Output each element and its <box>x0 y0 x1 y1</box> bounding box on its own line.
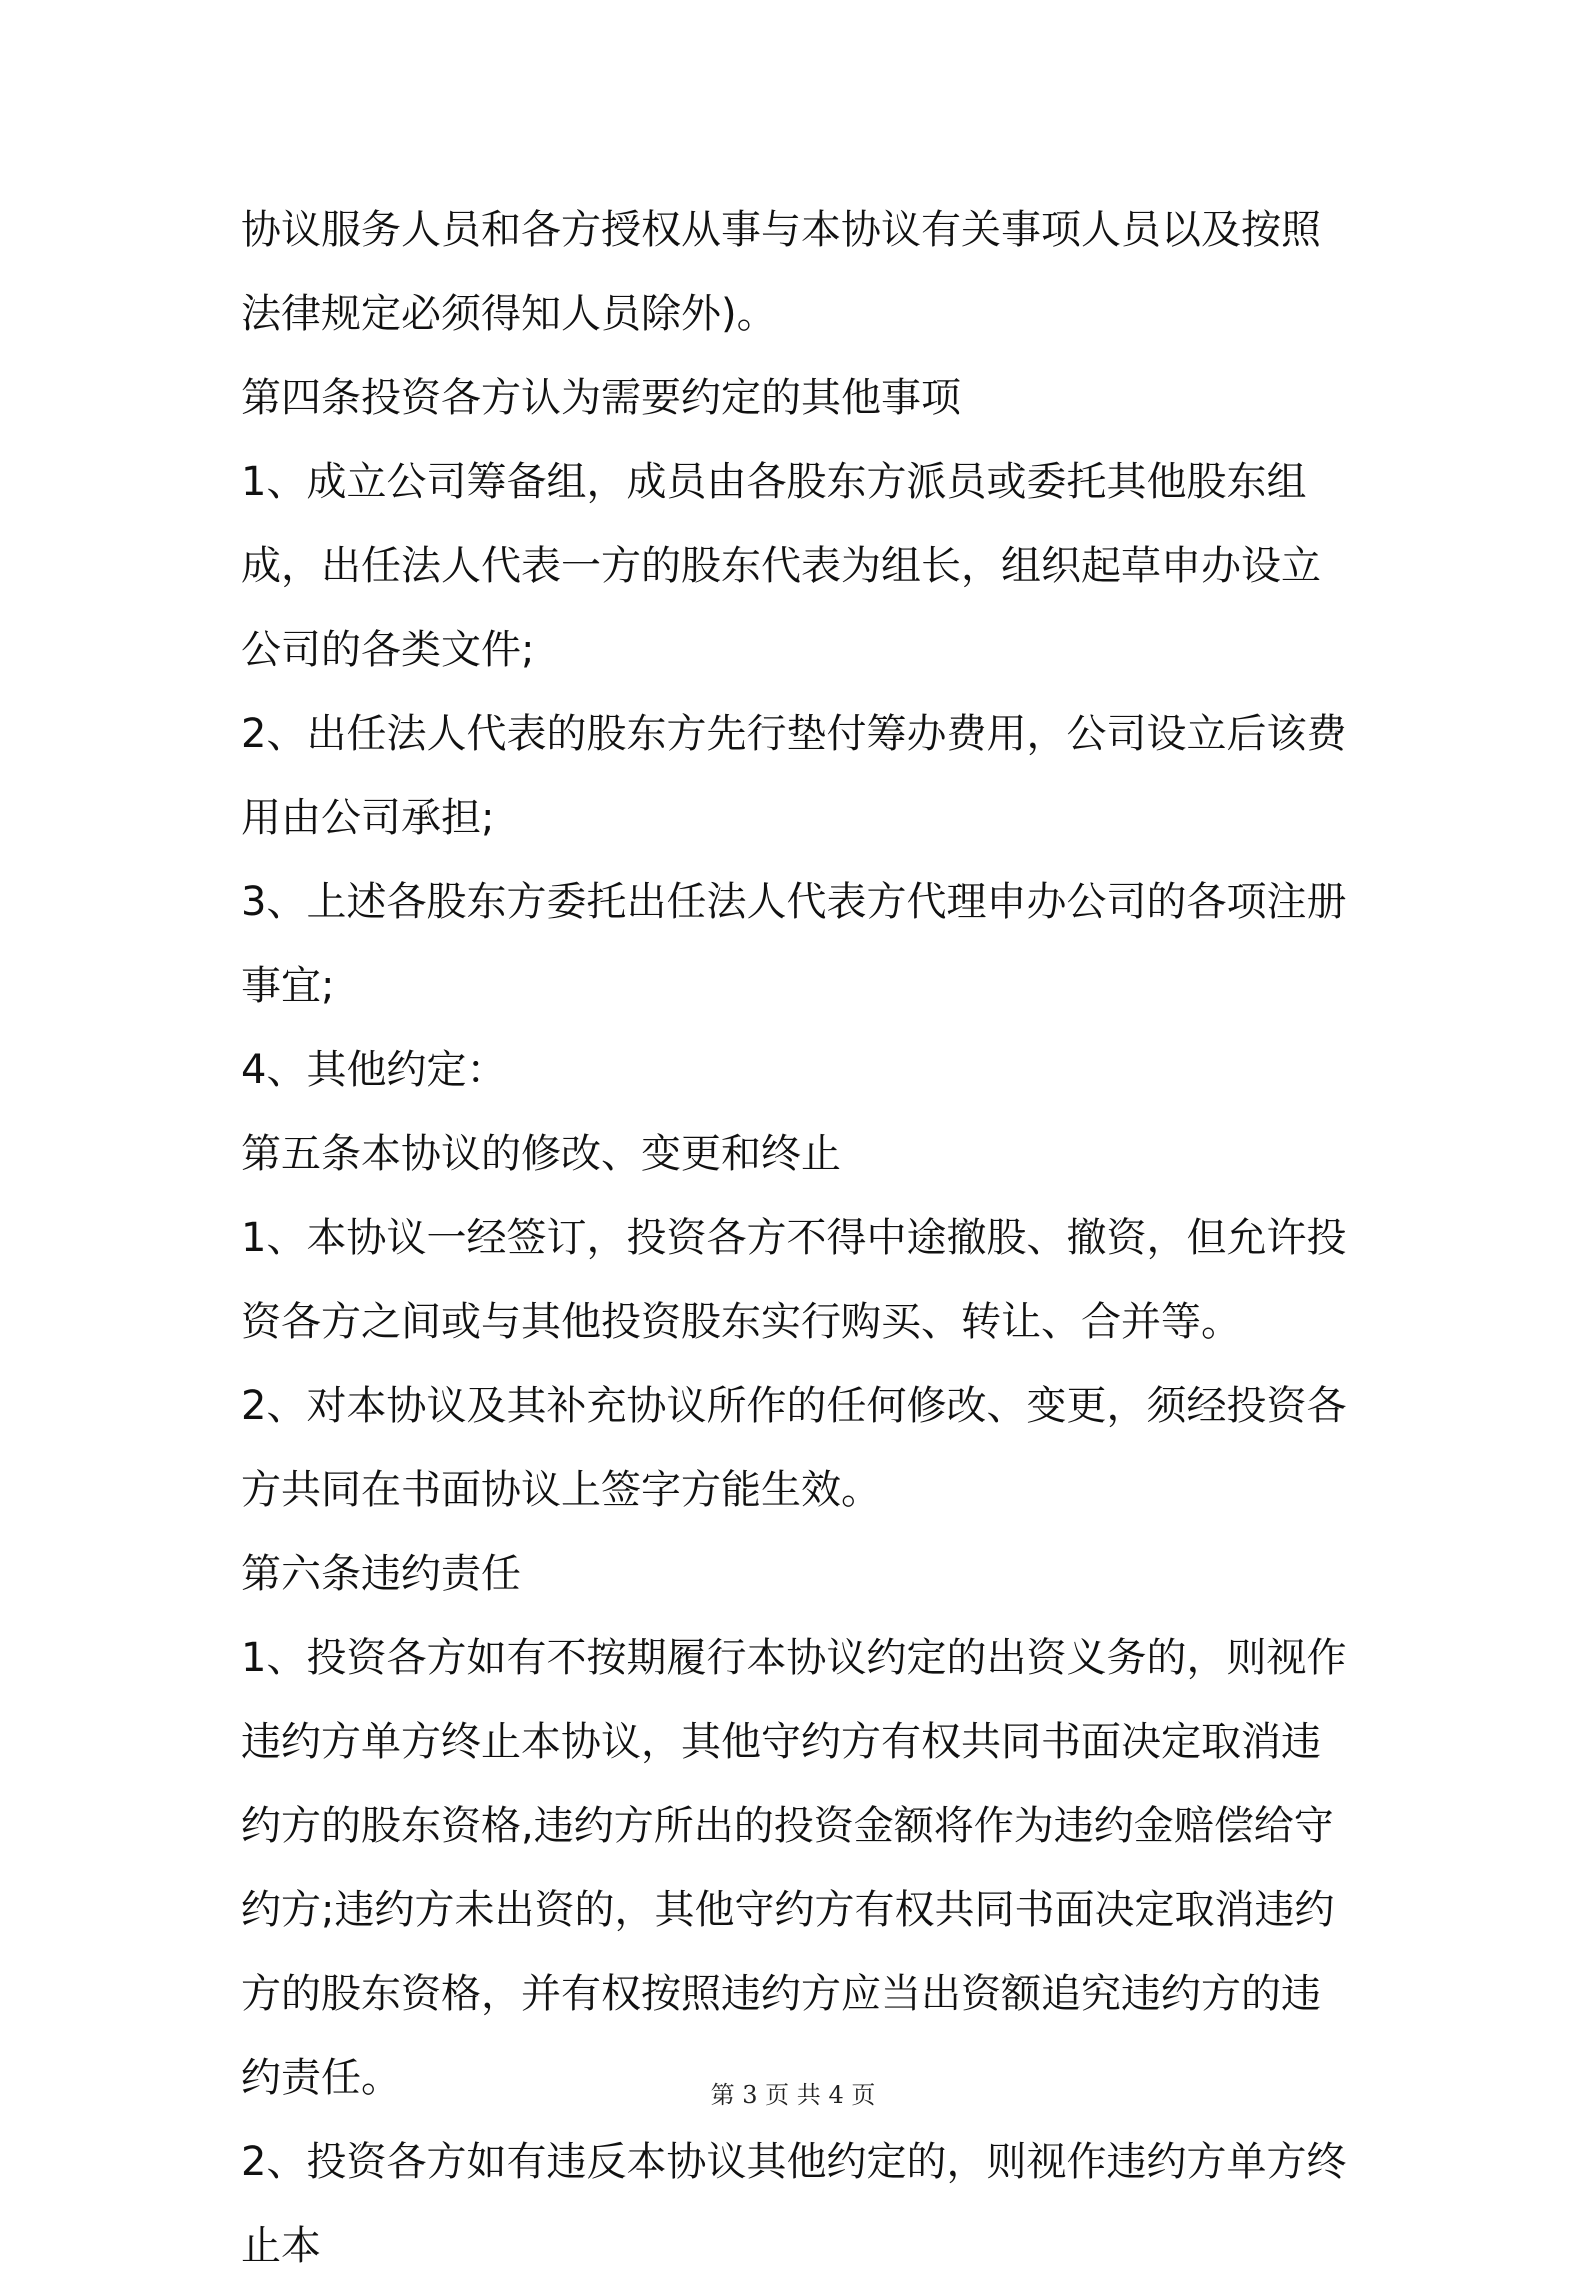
heading-article-6: 第六条违约责任 <box>241 1551 521 1597</box>
paragraph-article-5-item-2: 2、对本协议及其补充协议所作的任何修改、变更，须经投资各方共同在书面协议上签字方能生效。 <box>241 1383 1347 1513</box>
paragraph-confidentiality-continued: 协议服务人员和各方授权从事与本协议有关事项人员以及按照法律规定必须得知人员除外)。 <box>241 207 1321 337</box>
heading-article-5: 第五条本协议的修改、变更和终止 <box>241 1131 841 1177</box>
paragraph-article-5-item-1: 1、本协议一经签订，投资各方不得中途撤股、撤资，但允许投资各方之间或与其他投资股东实行购买、转让、合并等。 <box>241 1215 1347 1345</box>
document-body <box>241 188 1359 2288</box>
paragraph-article-4-item-4: 4、其他约定： <box>241 1047 507 1093</box>
paragraph-article-4-item-2: 2、出任法人代表的股东方先行垫付筹办费用，公司设立后该费用由公司承担; <box>241 711 1347 841</box>
paragraph-article-6-item-2: 2、投资各方如有违反本协议其他约定的，则视作违约方单方终止本 <box>241 2139 1347 2269</box>
paragraph-article-4-item-3: 3、上述各股东方委托出任法人代表方代理申办公司的各项注册事宜; <box>241 879 1347 1009</box>
heading-article-4: 第四条投资各方认为需要约定的其他事项 <box>241 375 961 421</box>
paragraph-article-6-item-1: 1、投资各方如有不按期履行本协议约定的出资义务的，则视作违约方单方终止本协议，其他守约方有权共同书面决定取消违约方的股东资格,违约方所出的投资金额将作为违约金赔偿给守约方;违约方未出资的，其他守约方有权共同书面决定取消违约方的股东资格，并有权按照违约方应当出资额追究违约方的违约责任。 <box>241 1635 1347 2101</box>
paragraph-article-4-item-1: 1、成立公司筹备组，成员由各股东方派员或委托其他股东组成，出任法人代表一方的股东代表为组长，组织起草申办设立公司的各类文件; <box>241 459 1321 673</box>
page-number-footer: 第 3 页 共 4 页 <box>710 2081 876 2109</box>
